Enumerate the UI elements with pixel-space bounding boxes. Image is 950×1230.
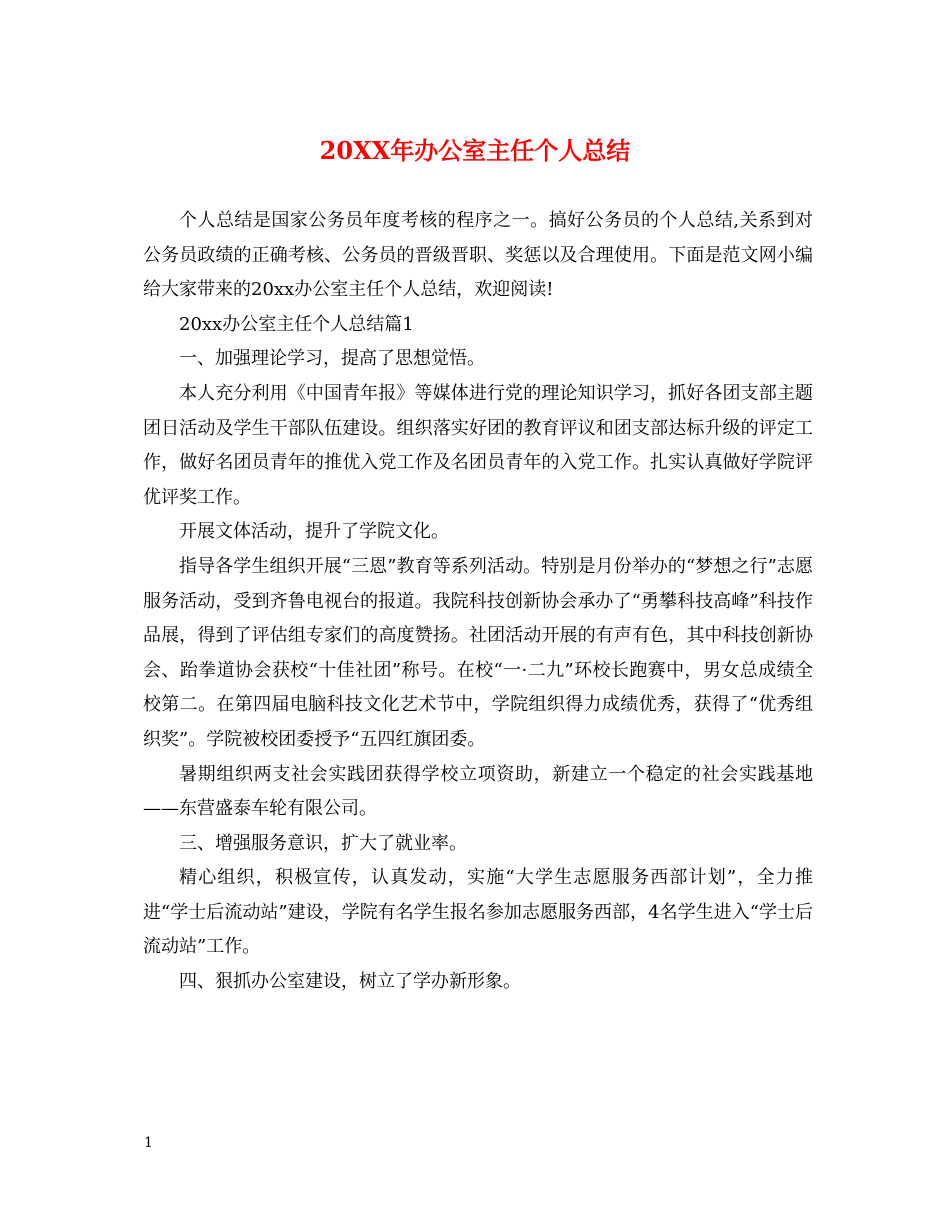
document-title: 20XX年办公室主任个人总结 [319, 136, 631, 165]
paragraph-theory-study: 本人充分利用《中国青年报》等媒体进行党的理论知识学习，抓好各团支部主题团日活动及学生干部队伍建设。组织落实好团的教育评议和团支部达标升级的评定工作，做好名团员青年的推优入党工作及名团员青年的入党工作。扎实认真做好学院评优评奖工作。 [143, 382, 813, 508]
document-body [143, 204, 813, 1000]
paragraph-activities: 指导各学生组织开展“三恩”教育等系列活动。特别是月份举办的“梦想之行”志愿服务活动，受到齐鲁电视台的报道。我院科技创新协会承办了“勇攀科技高峰”科技作品展，得到了评估组专家们的高度赞扬。社团活动开展的有声有色，其中科技创新协会、跆拳道协会获校“十佳社团”称号。在校“一·二九”环校长跑赛中，男女总成绩全校第二。在第四届电脑科技文化艺术节中，学院组织得力成绩优秀，获得了“优秀组织奖”。学院被校团委授予“五四红旗团委。 [143, 555, 813, 750]
paragraph-heading-2: 开展文体活动，提升了学院文化。 [179, 521, 449, 543]
paragraph-heading-3: 三、增强服务意识，扩大了就业率。 [179, 832, 467, 854]
paragraph-section-heading: 20xx办公室主任个人总结篇1 [179, 313, 414, 335]
paragraph-volunteer: 精心组织，积极宣传，认真发动，实施“大学生志愿服务西部计划”，全力推进“学士后流动站”建设，学院有名学生报名参加志愿服务西部，4名学生进入“学士后流动站”工作。 [143, 867, 813, 958]
paragraph-intro: 个人总结是国家公务员年度考核的程序之一。搞好公务员的个人总结,关系到对公务员政绩的正确考核、公务员的晋级晋职、奖惩以及合理使用。下面是范文网小编给大家带来的20xx办公室主任个人总结，欢迎阅读! [143, 210, 813, 301]
paragraph-heading-1: 一、加强理论学习，提高了思想觉悟。 [179, 348, 485, 370]
page-number: 1 [144, 1135, 153, 1151]
paragraph-heading-4: 四、狠抓办公室建设，树立了学办新形象。 [179, 971, 521, 993]
paragraph-social-practice: 暑期组织两支社会实践团获得学校立项资助，新建立一个稳定的社会实践基地——东营盛泰车轮有限公司。 [143, 763, 813, 820]
